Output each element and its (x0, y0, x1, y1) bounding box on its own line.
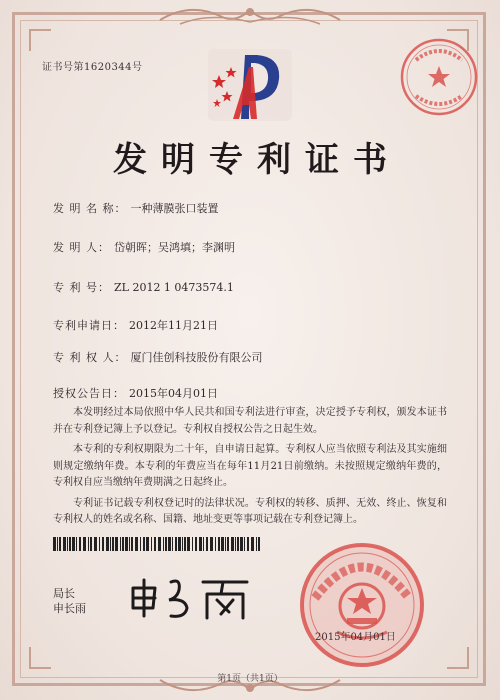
field-patent-number (53, 279, 234, 295)
barcode-bar (59, 537, 61, 551)
field-patentee (53, 349, 263, 365)
field-value: 岱朝晖；吴鸿填；李渊明 (114, 241, 235, 254)
barcode-bar (83, 537, 86, 551)
field-value: ZL 2012 1 0473574.1 (114, 281, 234, 294)
barcode-bar (143, 537, 145, 551)
barcode-bar (206, 537, 208, 551)
barcode-bar (163, 537, 164, 551)
barcode-bar (140, 537, 141, 551)
barcode-bar (182, 537, 183, 551)
barcode-bar (227, 537, 229, 551)
barcode-bar (72, 537, 75, 551)
barcode-bar (192, 537, 193, 551)
field-label: 专 利 号： (53, 281, 110, 294)
barcode-bar (151, 537, 152, 551)
barcode-bar (172, 537, 173, 551)
field-label: 专利申请日： (53, 319, 125, 332)
barcode-bar (235, 537, 236, 551)
field-label: 授权公告日： (53, 387, 125, 400)
field-value: 2012年11月21日 (129, 319, 218, 332)
field-label: 发 明 名 称： (53, 202, 127, 215)
barcode-bar (146, 537, 149, 551)
barcode-bar (99, 537, 100, 551)
seal-date: 2015年04月01日 (315, 632, 396, 643)
page-number: 第1页（共1页） (217, 674, 283, 684)
field-invention-name (53, 200, 219, 216)
barcode-bar (57, 537, 58, 551)
barcode-bar (195, 537, 197, 551)
barcode-bar (129, 537, 130, 551)
barcode-bar (231, 537, 234, 551)
barcode-bar (178, 537, 181, 551)
barcode-bar (94, 537, 97, 551)
field-value: 2015年04月01日 (129, 387, 218, 400)
field-label: 专 利 权 人： (53, 351, 127, 364)
barcode-bar (122, 537, 124, 551)
barcode-bar (125, 537, 128, 551)
barcode-bar (112, 537, 114, 551)
director-name: 申长雨 (53, 602, 86, 615)
barcode-bar (106, 537, 109, 551)
barcode-bar (88, 537, 89, 551)
corner-ornament (29, 29, 51, 51)
field-value: 厦门佳创科技股份有限公司 (130, 351, 263, 364)
barcode-bar (53, 537, 56, 551)
field-value: 一种薄膜张口装置 (130, 202, 219, 215)
barcode-bar (154, 537, 156, 551)
certificate-number: 证书号第1620344号 (42, 62, 143, 73)
patent-office-logo-icon (205, 45, 295, 125)
barcode-bar (203, 537, 204, 551)
barcode-bar (69, 537, 71, 551)
certificate-body (53, 405, 447, 533)
barcode-bar (158, 537, 161, 551)
barcode-bar (67, 537, 68, 551)
barcode-bar (110, 537, 111, 551)
barcode-bar (76, 537, 77, 551)
field-application-date (53, 317, 218, 333)
corner-ornament (447, 647, 469, 669)
body-paragraph: 专利证书记载专利权登记时的法律状况。专利权的转移、质押、无效、终止、恢复和专利权人的姓名或名称、国籍、地址变更等事项记载在专利登记簿上。 (53, 497, 447, 525)
barcode-bar (175, 537, 177, 551)
document-title: 发明专利证书 (113, 140, 401, 180)
barcode-bar (244, 537, 245, 551)
barcode-bar (90, 537, 92, 551)
body-paragraph: 本专利的专利权期限为二十年，自申请日起算。专利权人应当依照专利法及其实施细则规定缴纳年费。本专利的年费应当在每年11月21日前缴纳。未按照规定缴纳年费的，专利权自应当缴纳年费期满之日起终止。 (53, 444, 447, 488)
barcode-bar (251, 537, 254, 551)
barcode-bar (165, 537, 167, 551)
top-ornament (150, 0, 350, 34)
barcode-bar (258, 537, 260, 551)
barcode-bar (215, 537, 216, 551)
corner-ornament (29, 647, 51, 669)
field-inventors (53, 239, 235, 255)
barcode-bar (63, 537, 66, 551)
director-title: 局长 (53, 587, 75, 600)
barcode-bar (131, 537, 133, 551)
barcode (53, 537, 261, 551)
barcode-bar (225, 537, 226, 551)
barcode-bar (247, 537, 249, 551)
barcode-bar (115, 537, 118, 551)
barcode-bar (210, 537, 213, 551)
barcode-bar (79, 537, 81, 551)
barcode-bar (221, 537, 224, 551)
official-seal-stamp (297, 540, 427, 670)
barcode-bar (102, 537, 104, 551)
body-paragraph: 本发明经过本局依照中华人民共和国专利法进行审查，决定授予专利权，颁发本证书并在专利登记簿上予以登记。专利权自授权公告之日起生效。 (53, 407, 447, 435)
barcode-bar (240, 537, 243, 551)
field-label: 发 明 人： (53, 241, 110, 254)
handwritten-signature (125, 568, 255, 624)
barcode-bar (199, 537, 202, 551)
barcode-bar (168, 537, 171, 551)
barcode-bar (256, 537, 257, 551)
barcode-bar (218, 537, 220, 551)
barcode-bar (184, 537, 186, 551)
barcode-bar (135, 537, 138, 551)
field-grant-date (53, 385, 218, 401)
agency-seal-stamp (398, 36, 480, 118)
barcode-bar (120, 537, 121, 551)
barcode-bar (237, 537, 239, 551)
barcode-bar (187, 537, 190, 551)
